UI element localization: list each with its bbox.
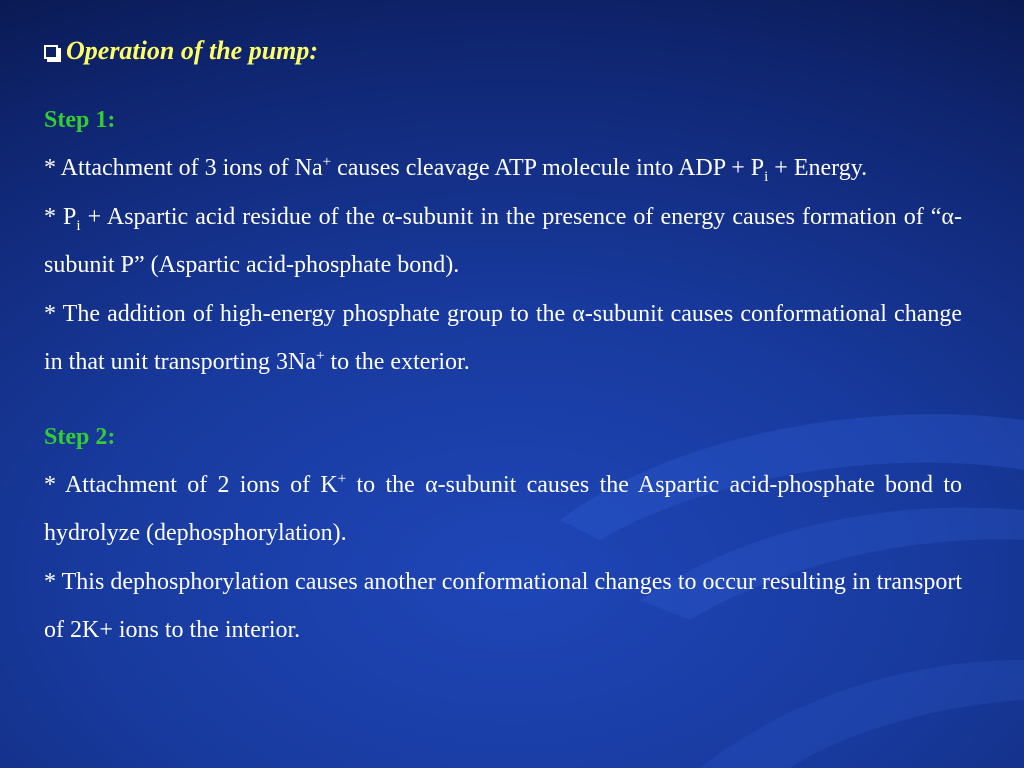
text-run: + Energy. bbox=[768, 155, 868, 181]
text-run: to the α-subunit causes the Aspartic acid-phosphate bond to hydrolyze (dephosphorylation). bbox=[44, 471, 962, 546]
hollow-square-bullet-icon bbox=[44, 45, 58, 59]
text-run: * Attachment of 3 ions of Na bbox=[44, 155, 323, 181]
subscript: i bbox=[764, 168, 769, 185]
step-2-heading: Step 2: bbox=[44, 423, 116, 450]
superscript: + bbox=[315, 348, 325, 364]
text-run: * The addition of high-energy phosphate group to the α-subunit causes conformational change in that unit transporting 3Na bbox=[44, 300, 962, 375]
subscript: i bbox=[76, 217, 81, 234]
slide-title: Operation of the pump: bbox=[66, 36, 319, 65]
text-run: + Aspartic acid residue of the α-subunit in the presence of energy causes formation of “α-subunit P” (Aspartic acid-phosphate bond). bbox=[44, 203, 962, 278]
title-row bbox=[44, 28, 962, 74]
step-2-paragraph-2 bbox=[44, 558, 962, 655]
text-run: causes cleavage ATP molecule into ADP + P bbox=[331, 155, 765, 181]
superscript: + bbox=[337, 470, 347, 487]
step-1-paragraph-3 bbox=[44, 290, 962, 387]
text-run: * P bbox=[44, 203, 77, 230]
superscript: + bbox=[322, 154, 332, 170]
step-1-paragraph-1 bbox=[44, 144, 962, 193]
text-run: * This dephosphorylation causes another conformational changes to occur resulting in transport of 2K+ ions to the interior. bbox=[44, 568, 962, 643]
slide-content bbox=[44, 28, 962, 655]
step-1-heading: Step 1: bbox=[44, 107, 116, 133]
step-2-paragraph-1 bbox=[44, 461, 962, 558]
step-1-paragraph-2 bbox=[44, 193, 962, 290]
text-run: * Attachment of 2 ions of K bbox=[44, 471, 338, 498]
text-run: to the exterior. bbox=[324, 349, 470, 375]
